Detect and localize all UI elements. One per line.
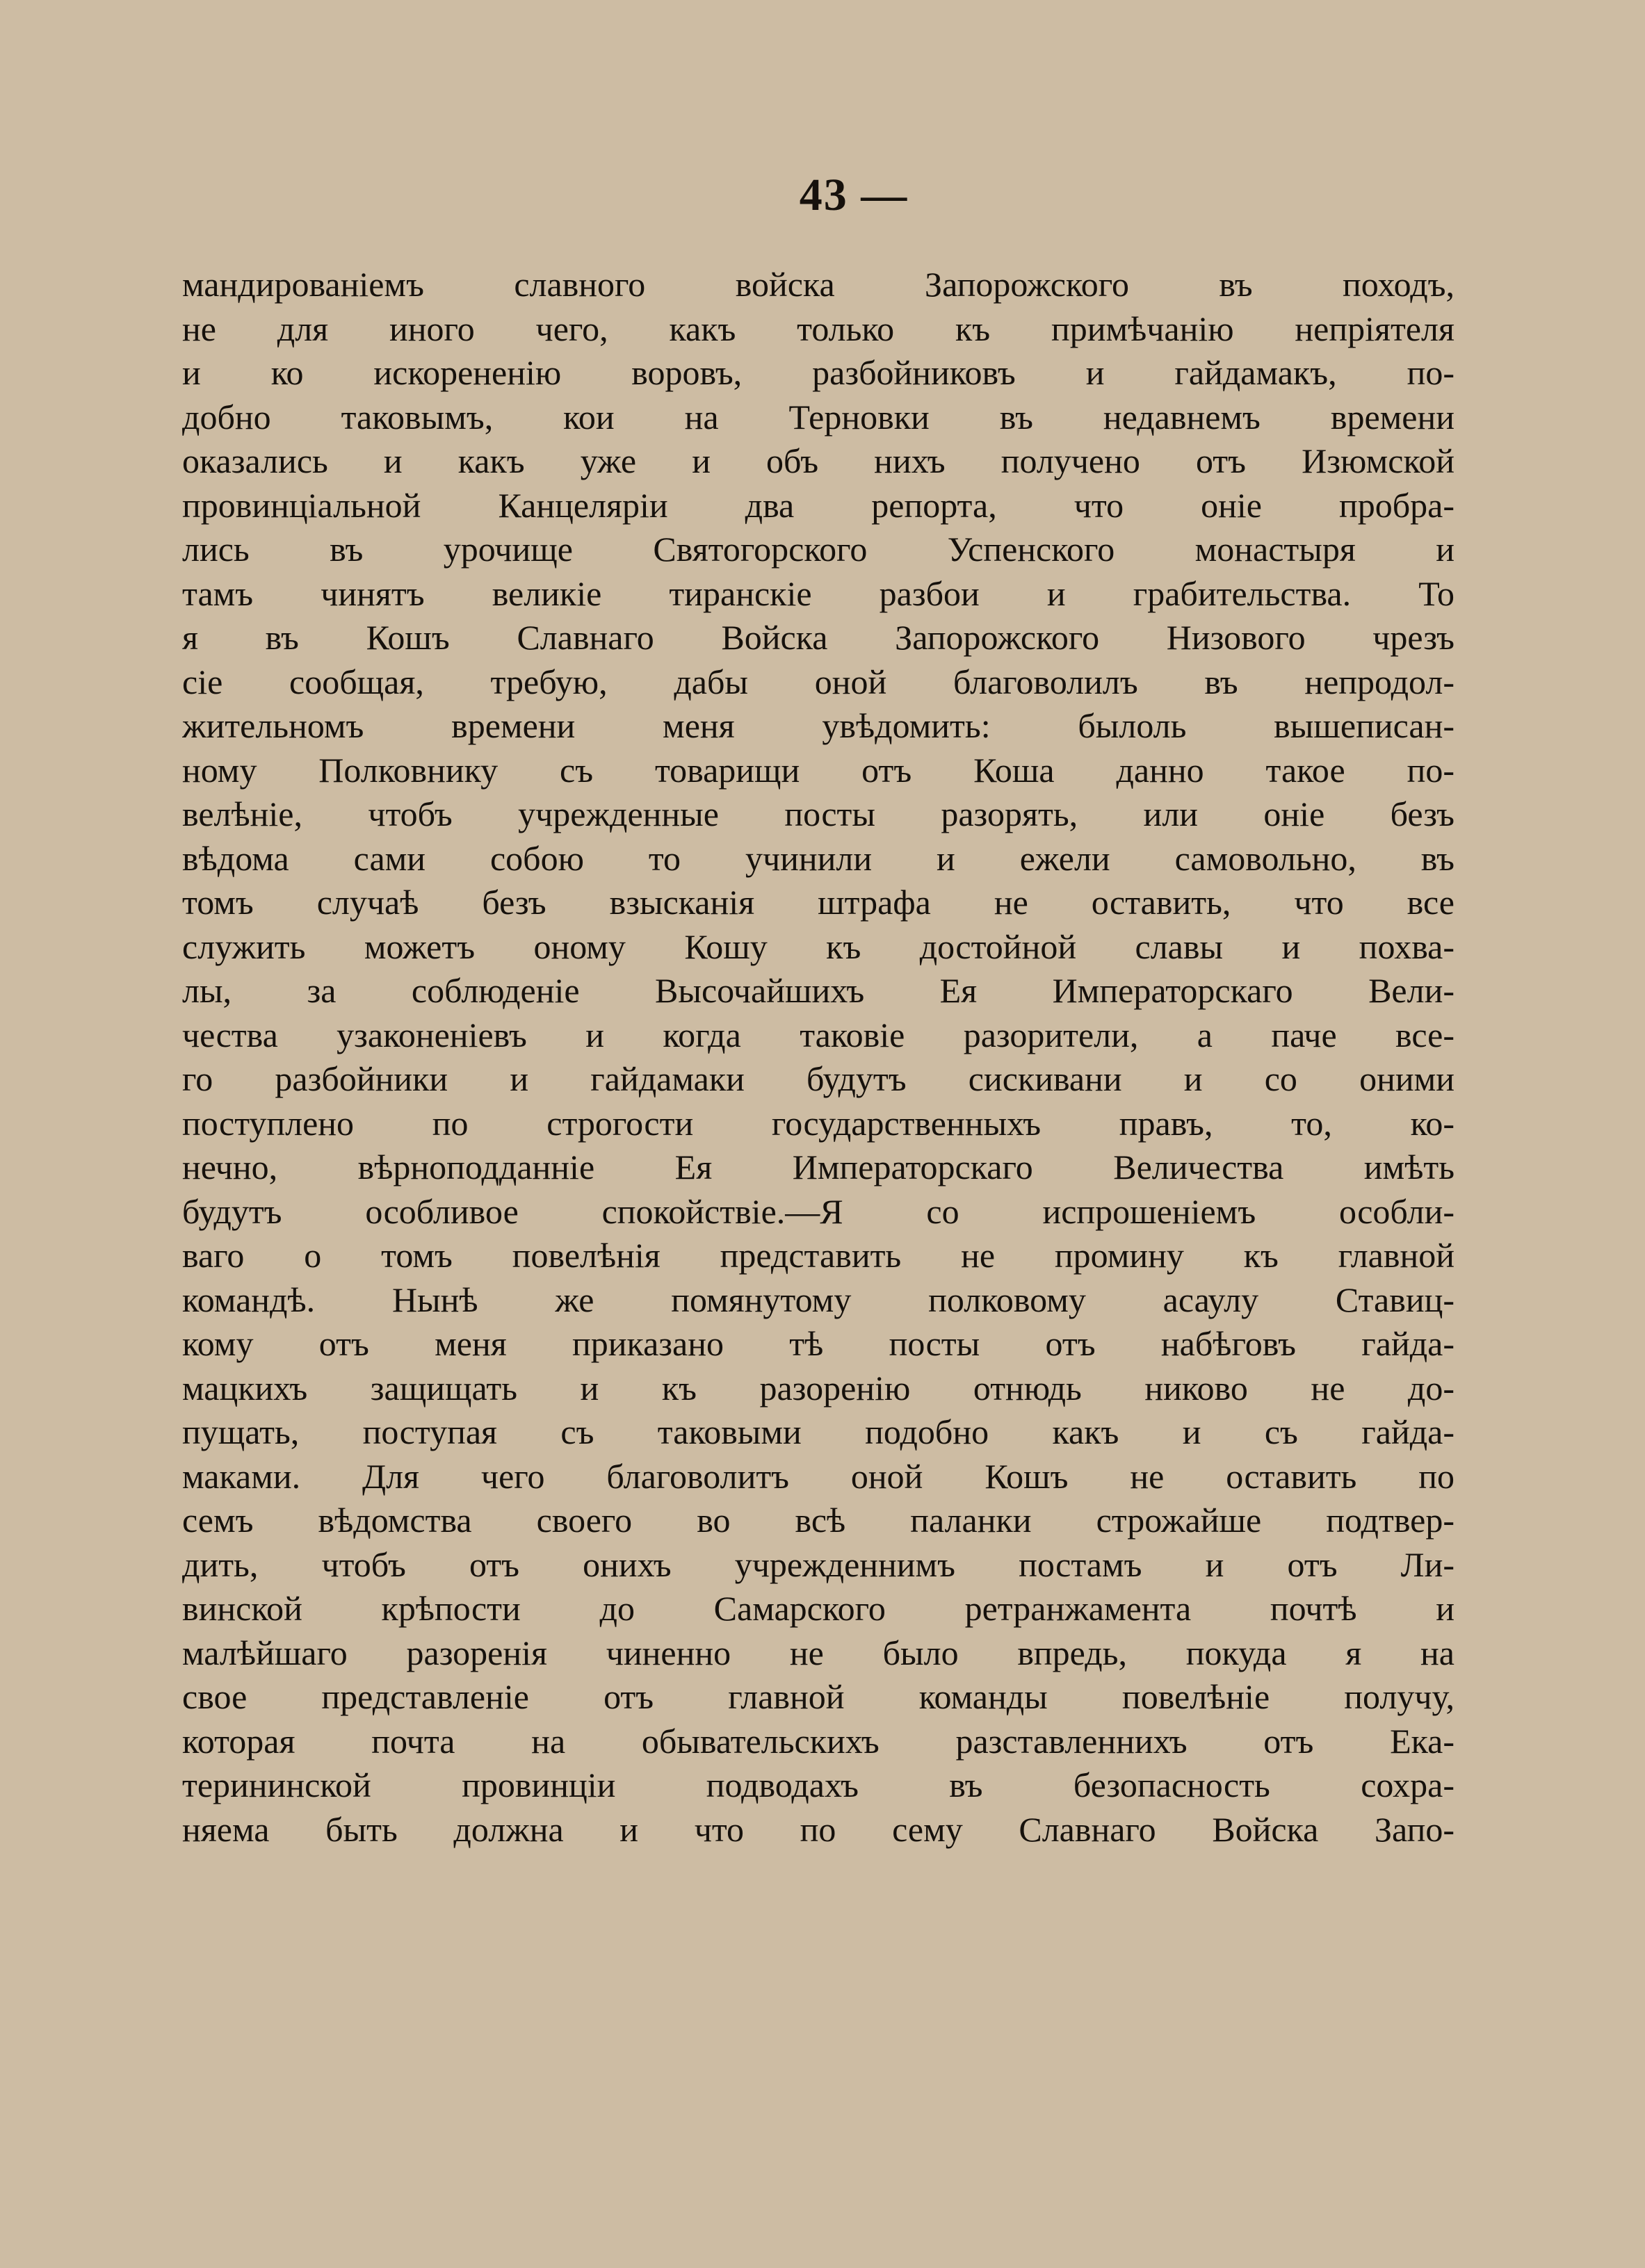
text-line: и ко искорененію воровъ, разбойниковъ и гайдамакъ, по- [182, 353, 1454, 392]
text-line: нечно, вѣрноподданніе Ея Императорскаго Величества имѣть [182, 1148, 1454, 1186]
text-line: мацкихъ защищать и къ разоренію отнюдь никово не до- [182, 1368, 1454, 1408]
text-line: го разбойники и гайдамаки будутъ сискивани и со оними [182, 1059, 1454, 1098]
text-line: тамъ чинятъ великіе тиранскіе разбои и грабительства. То [182, 573, 1454, 613]
text-line: сіе сообщая, требую, дабы оной благоволилъ въ непродол- [182, 662, 1454, 701]
text-line: жительномъ времени меня увѣдомить: былоль вышеписан- [182, 706, 1454, 745]
text-line: ваго о томъ повелѣнія представить не промину къ главной [182, 1236, 1454, 1275]
text-line: вѣдома сами собою то учинили и ежели самовольно, въ [182, 838, 1454, 878]
text-line: винской крѣпости до Самарского ретранжамента почтѣ и [182, 1589, 1454, 1628]
text-line: маками. Для чего благоволитъ оной Кошъ не оставить по [182, 1456, 1454, 1496]
text-line: семъ вѣдомства своего во всѣ паланки строжайше подтвер- [182, 1501, 1454, 1540]
text-line: терининской провинціи подводахъ въ безопасность сохра- [182, 1765, 1454, 1804]
text-line: лись въ урочище Святогорского Успенского монастыря и [182, 530, 1454, 569]
text-line: которая почта на обывательскихъ разставленнихъ отъ Ека- [182, 1721, 1454, 1761]
text-line: добно таковымъ, кои на Терновки въ недавнемъ времени [182, 397, 1454, 437]
text-line: томъ случаѣ безъ взысканія штрафа не оставить, что все [182, 883, 1454, 922]
text-line: малѣйшаго разоренія чиненно не было впредь, покуда я на [182, 1633, 1454, 1672]
text-line: служить можетъ оному Кошу къ достойной славы и похва- [182, 927, 1454, 966]
text-line: свое представленіе отъ главной команды повелѣніе получу, [182, 1677, 1454, 1716]
text-line: оказались и какъ уже и объ нихъ получено отъ Изюмской [182, 441, 1454, 480]
text-line: велѣніе, чтобъ учрежденные посты разорять, или оніе безъ [182, 794, 1454, 833]
text-line: пущать, поступая съ таковыми подобно какъ и съ гайда- [182, 1412, 1454, 1451]
text-line: командѣ. Нынѣ же помянутому полковому асаулу Ставиц- [182, 1280, 1454, 1319]
text-line: мандированіемъ славного войска Запорожского въ походъ, [182, 265, 1454, 304]
text-line: лы, за соблюденіе Высочайшихъ Ея Императорскаго Вели- [182, 971, 1454, 1010]
text-line: кому отъ меня приказано тѣ посты отъ набѣговъ гайда- [182, 1324, 1454, 1363]
text-line: будутъ особливое спокойствіе.—Я со испрошеніемъ особли- [182, 1191, 1454, 1231]
text-line: няема быть должна и что по сему Славнаго Войска Запо- [182, 1809, 1454, 1849]
text-line: я въ Кошъ Славнаго Войска Запорожского Низового чрезъ [182, 618, 1454, 657]
text-line: провинціальной Канцеляріи два репорта, что оніе пробра- [182, 485, 1454, 525]
body-text [182, 263, 1454, 1852]
text-line: ному Полковнику съ товарищи отъ Коша данно такое по- [182, 750, 1454, 790]
text-line: не для иного чего, какъ только къ примѣчанію непріятеля [182, 309, 1454, 348]
text-line: дить, чтобъ отъ онихъ учрежденнимъ постамъ и отъ Ли- [182, 1544, 1454, 1584]
text-line: чества узаконеніевъ и когда таковіе разорители, а паче все- [182, 1015, 1454, 1054]
text-line: поступлено по строгости государственныхъ правъ, то, ко- [182, 1103, 1454, 1143]
page-number: 43 — [799, 170, 909, 220]
